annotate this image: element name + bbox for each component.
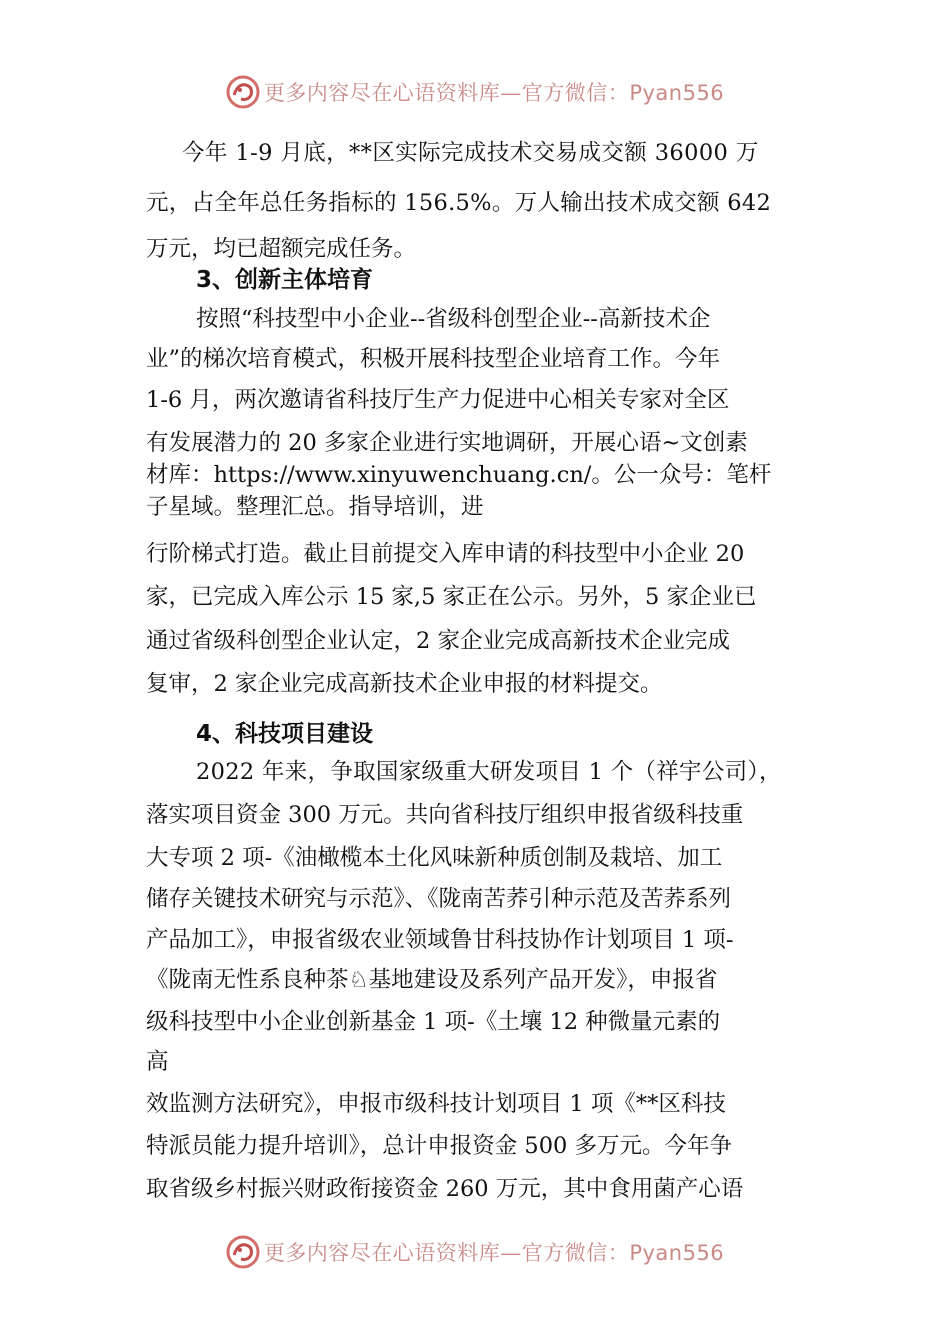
section-heading: 4、科技项目建设 (196, 721, 374, 747)
banner-wechat-id: Pyan556 (629, 81, 725, 105)
text-line: 高 (146, 1049, 169, 1075)
text-line: 《陇南无性系良种茶♘基地建设及系列产品开发》，申报省 (146, 967, 718, 993)
text-line: 落实项目资金 300 万元。共向省科技厅组织申报省级科技重 (146, 802, 744, 828)
banner-text: 更多内容尽在心语资料库—官方微信：Pyan556 (263, 1241, 725, 1265)
text-line: 通过省级科创型企业认定，2 家企业完成高新技术企业完成 (146, 628, 730, 654)
text-line: 按照“科技型中小企业--省级科创型企业--高新技术企 (196, 306, 711, 332)
text-line: 大专项 2 项-《油橄榄本土化风味新种质创制及栽培、加工 (146, 845, 723, 871)
text-line: 特派员能力提升培训》，总计申报资金 500 多万元。今年争 (146, 1133, 733, 1159)
text-line: 业”的梯次培育模式，积极开展科技型企业培育工作。今年 (146, 346, 721, 372)
header-banner (0, 72, 950, 112)
banner-wechat-id: Pyan556 (629, 1241, 725, 1265)
text-line: 效监测方法研究》，申报市级科技计划项目 1 项《**区科技 (146, 1091, 726, 1117)
text-line: 取省级乡村振兴财政衔接资金 260 万元，其中食用菌产心语 (146, 1176, 744, 1202)
text-line: 产品加工》，申报省级农业领域鲁甘科技协作计划项目 1 项- (146, 927, 734, 953)
text-line: 元，占全年总任务指标的 156.5%。万人输出技术成交额 642 (146, 190, 772, 216)
text-line: 今年 1-9 月底，**区实际完成技术交易成交额 36000 万 (182, 140, 759, 166)
text-line: 1-6 月，两次邀请省科技厅生产力促进中心相关专家对全区 (146, 387, 730, 413)
section-heading: 3、创新主体培育 (196, 267, 374, 293)
text-line: 子星域。整理汇总。指导培训，进 (146, 494, 484, 520)
banner-text: 更多内容尽在心语资料库—官方微信：Pyan556 (263, 81, 725, 105)
text-line: 行阶梯式打造。截止目前提交入库申请的科技型中小企业 20 (146, 541, 745, 567)
text-line: 2022 年来，争取国家级重大研发项目 1 个（祥宇公司）， (196, 759, 782, 785)
text-line: 万元，均已超额完成任务。 (146, 236, 417, 262)
sheep-logo-icon (226, 75, 260, 109)
text-line: 储存关键技术研究与示范》、《陇南苦荞引种示范及苦荞系列 (146, 886, 732, 912)
text-line: 级科技型中小企业创新基金 1 项-《土壤 12 种微量元素的 (146, 1009, 721, 1035)
sheep-logo-icon (226, 1235, 260, 1269)
text-line: 材库：https://www.xinyuwenchuang.cn/。公一众号：笔杆 (146, 462, 772, 488)
text-line: 有发展潜力的 20 多家企业进行实地调研，开展心语~文创素 (146, 430, 748, 456)
text-line: 家，已完成入库公示 15 家,5 家正在公示。另外，5 家企业已 (146, 584, 757, 610)
text-line: 复审，2 家企业完成高新技术企业申报的材料提交。 (146, 671, 663, 697)
footer-banner (0, 1232, 950, 1272)
